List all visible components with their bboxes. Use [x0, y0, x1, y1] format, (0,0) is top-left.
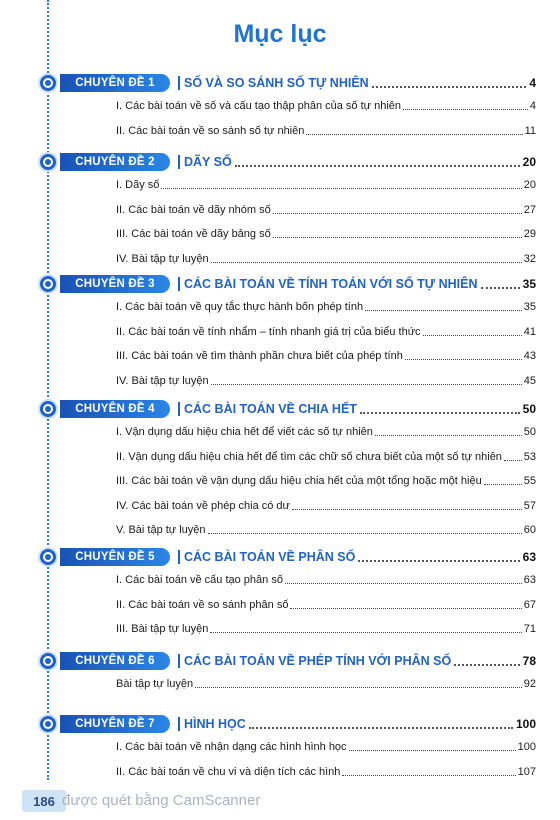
leader-dots	[292, 502, 522, 510]
toc-item-page: 27	[523, 203, 536, 216]
toc-item-page: 41	[523, 325, 536, 338]
section-page: 20	[522, 155, 536, 169]
section-title: HÌNH HỌC	[178, 717, 246, 731]
toc-item[interactable]	[116, 520, 536, 540]
section-title: CÁC BÀI TOÁN VỀ CHIA HẾT	[178, 402, 357, 416]
bullet-icon	[38, 73, 58, 93]
toc-section	[0, 151, 560, 265]
bullet-icon	[38, 547, 58, 567]
toc-item-page: 32	[523, 252, 536, 265]
leader-dots	[211, 255, 522, 263]
section-title: CÁC BÀI TOÁN VỀ TÍNH TOÁN VỚI SỐ TỰ NHIÊN	[178, 277, 478, 291]
leader-dots	[423, 328, 522, 336]
toc-item-text: II. Các bài toán về tính nhẩm – tính nhanh giá trị của biểu thức	[116, 325, 421, 338]
toc-item[interactable]	[116, 762, 536, 782]
toc-item-text: I. Vận dụng dấu hiệu chia hết để viết các số tự nhiên	[116, 426, 373, 438]
leader-dots	[273, 206, 522, 214]
section-page: 50	[522, 402, 536, 416]
toc-item[interactable]	[116, 175, 536, 195]
toc-item-page: 29	[523, 228, 536, 240]
section-title: CÁC BÀI TOÁN VỀ PHÉP TÍNH VỚI PHÂN SỐ	[178, 654, 451, 668]
toc-item[interactable]	[116, 737, 536, 757]
toc-section	[0, 546, 560, 635]
section-page: 63	[522, 550, 536, 564]
bullet-icon	[38, 274, 58, 294]
toc-item-page: 11	[524, 124, 536, 137]
toc-item[interactable]	[116, 96, 536, 116]
toc-item-text: II. Các bài toán về so sánh số tự nhiên	[116, 124, 305, 137]
toc-item-text: I. Các bài toán về nhận dạng các hình hình học	[116, 741, 347, 753]
toc-item-text: IV. Các bài toán về phép chia có dư	[116, 499, 290, 512]
toc-item-page: 20	[523, 179, 536, 191]
scanner-watermark: được quét bằng CamScanner	[62, 792, 261, 809]
leader-dots	[161, 181, 521, 189]
section-header[interactable]	[0, 546, 560, 568]
section-header[interactable]	[0, 713, 560, 735]
leader-dots	[273, 230, 522, 238]
toc-item-text: Bài tập tự luyện	[116, 678, 194, 690]
leader-dots	[365, 303, 522, 311]
leader-dots	[358, 552, 519, 562]
toc-item-text: I. Các bài toán về số và cấu tạo thập phân của số tự nhiên	[116, 100, 401, 112]
toc-item[interactable]	[116, 447, 536, 467]
toc-item-text: III. Bài tập tự luyện	[116, 623, 209, 635]
toc-item[interactable]	[116, 496, 536, 516]
leader-dots	[290, 601, 521, 609]
bullet-icon	[38, 399, 58, 419]
toc-item-text: IV. Bài tập tự luyện	[116, 252, 209, 265]
leader-dots	[210, 625, 521, 633]
toc-item[interactable]	[116, 570, 536, 590]
toc-item-text: I. Các bài toán về cấu tạo phân số	[116, 574, 283, 586]
section-header[interactable]	[0, 72, 560, 94]
leader-dots	[235, 157, 520, 167]
toc-section	[0, 72, 560, 137]
toc-section	[0, 713, 560, 778]
toc-item-page: 63	[523, 574, 536, 586]
toc-item-text: III. Các bài toán về tìm thành phần chưa biết của phép tính	[116, 350, 403, 362]
toc-item-page: 67	[523, 598, 536, 611]
bullet-icon	[38, 714, 58, 734]
section-page: 100	[515, 717, 536, 731]
section-label: CHUYÊN ĐỀ 1	[60, 74, 170, 92]
section-page: 78	[522, 654, 536, 668]
leader-dots	[285, 576, 522, 584]
toc-section	[0, 398, 560, 536]
toc-item-text: II. Các bài toán về dãy nhóm số	[116, 203, 271, 216]
section-title-row	[178, 398, 536, 420]
section-label: CHUYÊN ĐỀ 3	[60, 275, 170, 293]
toc-item-page: 45	[523, 374, 536, 387]
section-title-row	[178, 650, 536, 672]
section-label: CHUYÊN ĐỀ 6	[60, 652, 170, 670]
section-label: CHUYÊN ĐỀ 4	[60, 400, 170, 418]
toc-item-page: 107	[517, 765, 536, 778]
toc-item-page: 100	[517, 741, 536, 753]
section-label: CHUYÊN ĐỀ 5	[60, 548, 170, 566]
leader-dots	[403, 102, 528, 110]
toc-item[interactable]	[116, 371, 536, 391]
toc-item-text: II. Vận dụng dấu hiệu chia hết để tìm các chữ số chưa biết của một số tự nhiên	[116, 450, 502, 463]
leader-dots	[342, 768, 515, 776]
toc-item-text: V. Bài tập tự luyện	[116, 524, 206, 536]
section-page: 4	[529, 76, 536, 90]
section-title-row	[178, 273, 536, 295]
toc-item-page: 53	[523, 450, 536, 463]
section-title: CÁC BÀI TOÁN VỀ PHÂN SỐ	[178, 550, 355, 564]
leader-dots	[484, 477, 522, 485]
leader-dots	[405, 352, 522, 360]
toc-item[interactable]	[116, 121, 536, 141]
toc-item-text: III. Các bài toán về dãy bảng số	[116, 228, 271, 240]
toc-item-text: I. Các bài toán về quy tắc thực hành bốn phép tính	[116, 301, 364, 313]
toc-item-page: 43	[523, 350, 536, 362]
toc-item[interactable]	[116, 322, 536, 342]
toc-item[interactable]	[116, 224, 536, 244]
page-number: 186	[22, 790, 66, 812]
toc-item-page: 57	[523, 499, 536, 512]
leader-dots	[195, 680, 522, 688]
toc-item[interactable]	[116, 471, 536, 491]
leader-dots	[249, 719, 513, 729]
toc-item[interactable]	[116, 249, 536, 269]
leader-dots	[504, 453, 522, 461]
leader-dots	[360, 404, 520, 414]
section-header[interactable]	[0, 151, 560, 173]
toc-section	[0, 273, 560, 387]
leader-dots	[372, 78, 527, 88]
section-title-row	[178, 72, 536, 94]
page-title: Mục lục	[233, 20, 327, 48]
leader-dots	[306, 127, 522, 135]
section-title: SỐ VÀ SO SÁNH SỐ TỰ NHIÊN	[178, 76, 369, 90]
section-label: CHUYÊN ĐỀ 2	[60, 153, 170, 171]
section-title-row	[178, 713, 536, 735]
toc-item[interactable]	[116, 674, 536, 694]
toc-item-page: 50	[523, 426, 536, 438]
toc-item-page: 35	[523, 301, 536, 313]
section-title: DÃY SỐ	[178, 155, 232, 169]
toc-item-text: II. Các bài toán về chu vi và diện tích các hình	[116, 765, 341, 778]
toc-item-page: 55	[523, 475, 536, 487]
toc-item[interactable]	[116, 200, 536, 220]
section-header[interactable]	[0, 398, 560, 420]
leader-dots	[375, 428, 522, 436]
leader-dots	[481, 279, 520, 289]
toc-item[interactable]	[116, 595, 536, 615]
section-title-row	[178, 151, 536, 173]
toc-item-page: 4	[529, 100, 536, 112]
toc-item-text: II. Các bài toán về so sánh phân số	[116, 598, 289, 611]
section-header[interactable]	[0, 273, 560, 295]
section-header[interactable]	[0, 650, 560, 672]
section-title-row	[178, 546, 536, 568]
toc-item[interactable]	[116, 422, 536, 442]
toc-item-text: I. Dãy số	[116, 179, 160, 191]
bullet-icon	[38, 651, 58, 671]
toc-item-page: 60	[523, 524, 536, 536]
bullet-icon	[38, 152, 58, 172]
leader-dots	[454, 656, 519, 666]
toc-item-page: 92	[523, 678, 536, 690]
leader-dots	[208, 526, 522, 534]
toc-item[interactable]	[116, 297, 536, 317]
section-label: CHUYÊN ĐỀ 7	[60, 715, 170, 733]
leader-dots	[349, 743, 516, 751]
toc-item-text: III. Các bài toán về vận dụng dấu hiệu chia hết của một tổng hoặc một hiệu	[116, 475, 482, 487]
section-page: 35	[522, 277, 536, 291]
toc-item-page: 71	[523, 623, 536, 635]
toc-item[interactable]	[116, 346, 536, 366]
toc-item-text: IV. Bài tập tự luyện	[116, 374, 209, 387]
toc-section	[0, 650, 560, 690]
leader-dots	[211, 377, 522, 385]
toc-item[interactable]	[116, 619, 536, 639]
